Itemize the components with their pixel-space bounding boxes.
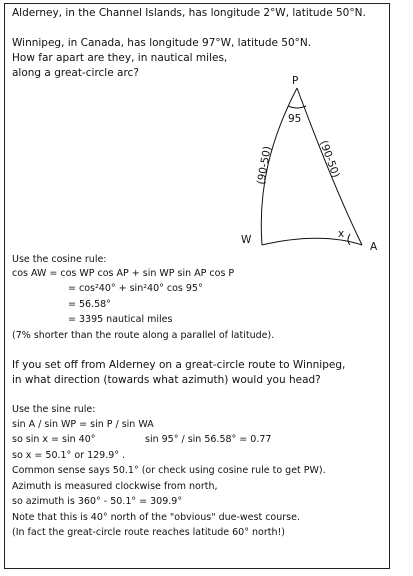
cosine-step-3: = 3395 nautical miles xyxy=(68,314,173,325)
vertex-w-label: W xyxy=(241,234,252,246)
angle-p-label: 95 xyxy=(288,113,302,125)
vertex-a-label: A xyxy=(370,241,378,253)
cosine-step-2: = 56.58° xyxy=(68,299,111,310)
side-wa xyxy=(262,238,362,245)
sine-line-2a: so sin x = sin 40° xyxy=(12,434,96,445)
problem-line-4: along a great-circle arc? xyxy=(12,67,139,79)
question2-line-1: If you set off from Alderney on a great-circle route to Winnipeg, xyxy=(12,359,346,371)
cosine-rule-heading: Use the cosine rule: xyxy=(12,254,107,265)
cosine-note: (7% shorter than the route along a parallel of latitude). xyxy=(12,330,275,341)
question2-line-2: in what direction (towards what azimuth) would you head? xyxy=(12,374,321,386)
angle-p-arc xyxy=(288,106,306,108)
sine-line-5: Azimuth is measured clockwise from north, xyxy=(12,481,218,492)
side-pa-label: (90-50) xyxy=(317,138,342,180)
sine-rule-heading: Use the sine rule: xyxy=(12,404,96,415)
problem-line-1: Alderney, in the Channel Islands, has longitude 2°W, latitude 50°N. xyxy=(12,7,366,19)
angle-a-label: x xyxy=(338,228,345,240)
sine-line-2b: sin 95° / sin 56.58° = 0.77 xyxy=(145,434,272,445)
problem-line-3: How far apart are they, in nautical miles, xyxy=(12,52,228,64)
sine-line-7: Note that this is 40° north of the "obvious" due-west course. xyxy=(12,512,300,523)
angle-a-arc xyxy=(348,234,350,245)
sine-line-3: so x = 50.1° or 129.9° . xyxy=(12,450,126,461)
cosine-rule-formula: cos AW = cos WP cos AP + sin WP sin AP cos P xyxy=(12,268,235,279)
sine-line-4: Common sense says 50.1° (or check using cosine rule to get PW). xyxy=(12,465,326,476)
cosine-step-1: = cos²40° + sin²40° cos 95° xyxy=(68,283,203,294)
problem-line-2: Winnipeg, in Canada, has longitude 97°W, latitude 50°N. xyxy=(12,37,312,49)
sine-line-1: sin A / sin WP = sin P / sin WA xyxy=(12,419,154,430)
sine-line-8: (In fact the great-circle route reaches latitude 60° north!) xyxy=(12,527,285,538)
vertex-p-label: P xyxy=(292,75,299,87)
side-pw-label: (90-50) xyxy=(255,145,274,186)
sine-line-6: so azimuth is 360° - 50.1° = 309.9° xyxy=(12,496,183,507)
